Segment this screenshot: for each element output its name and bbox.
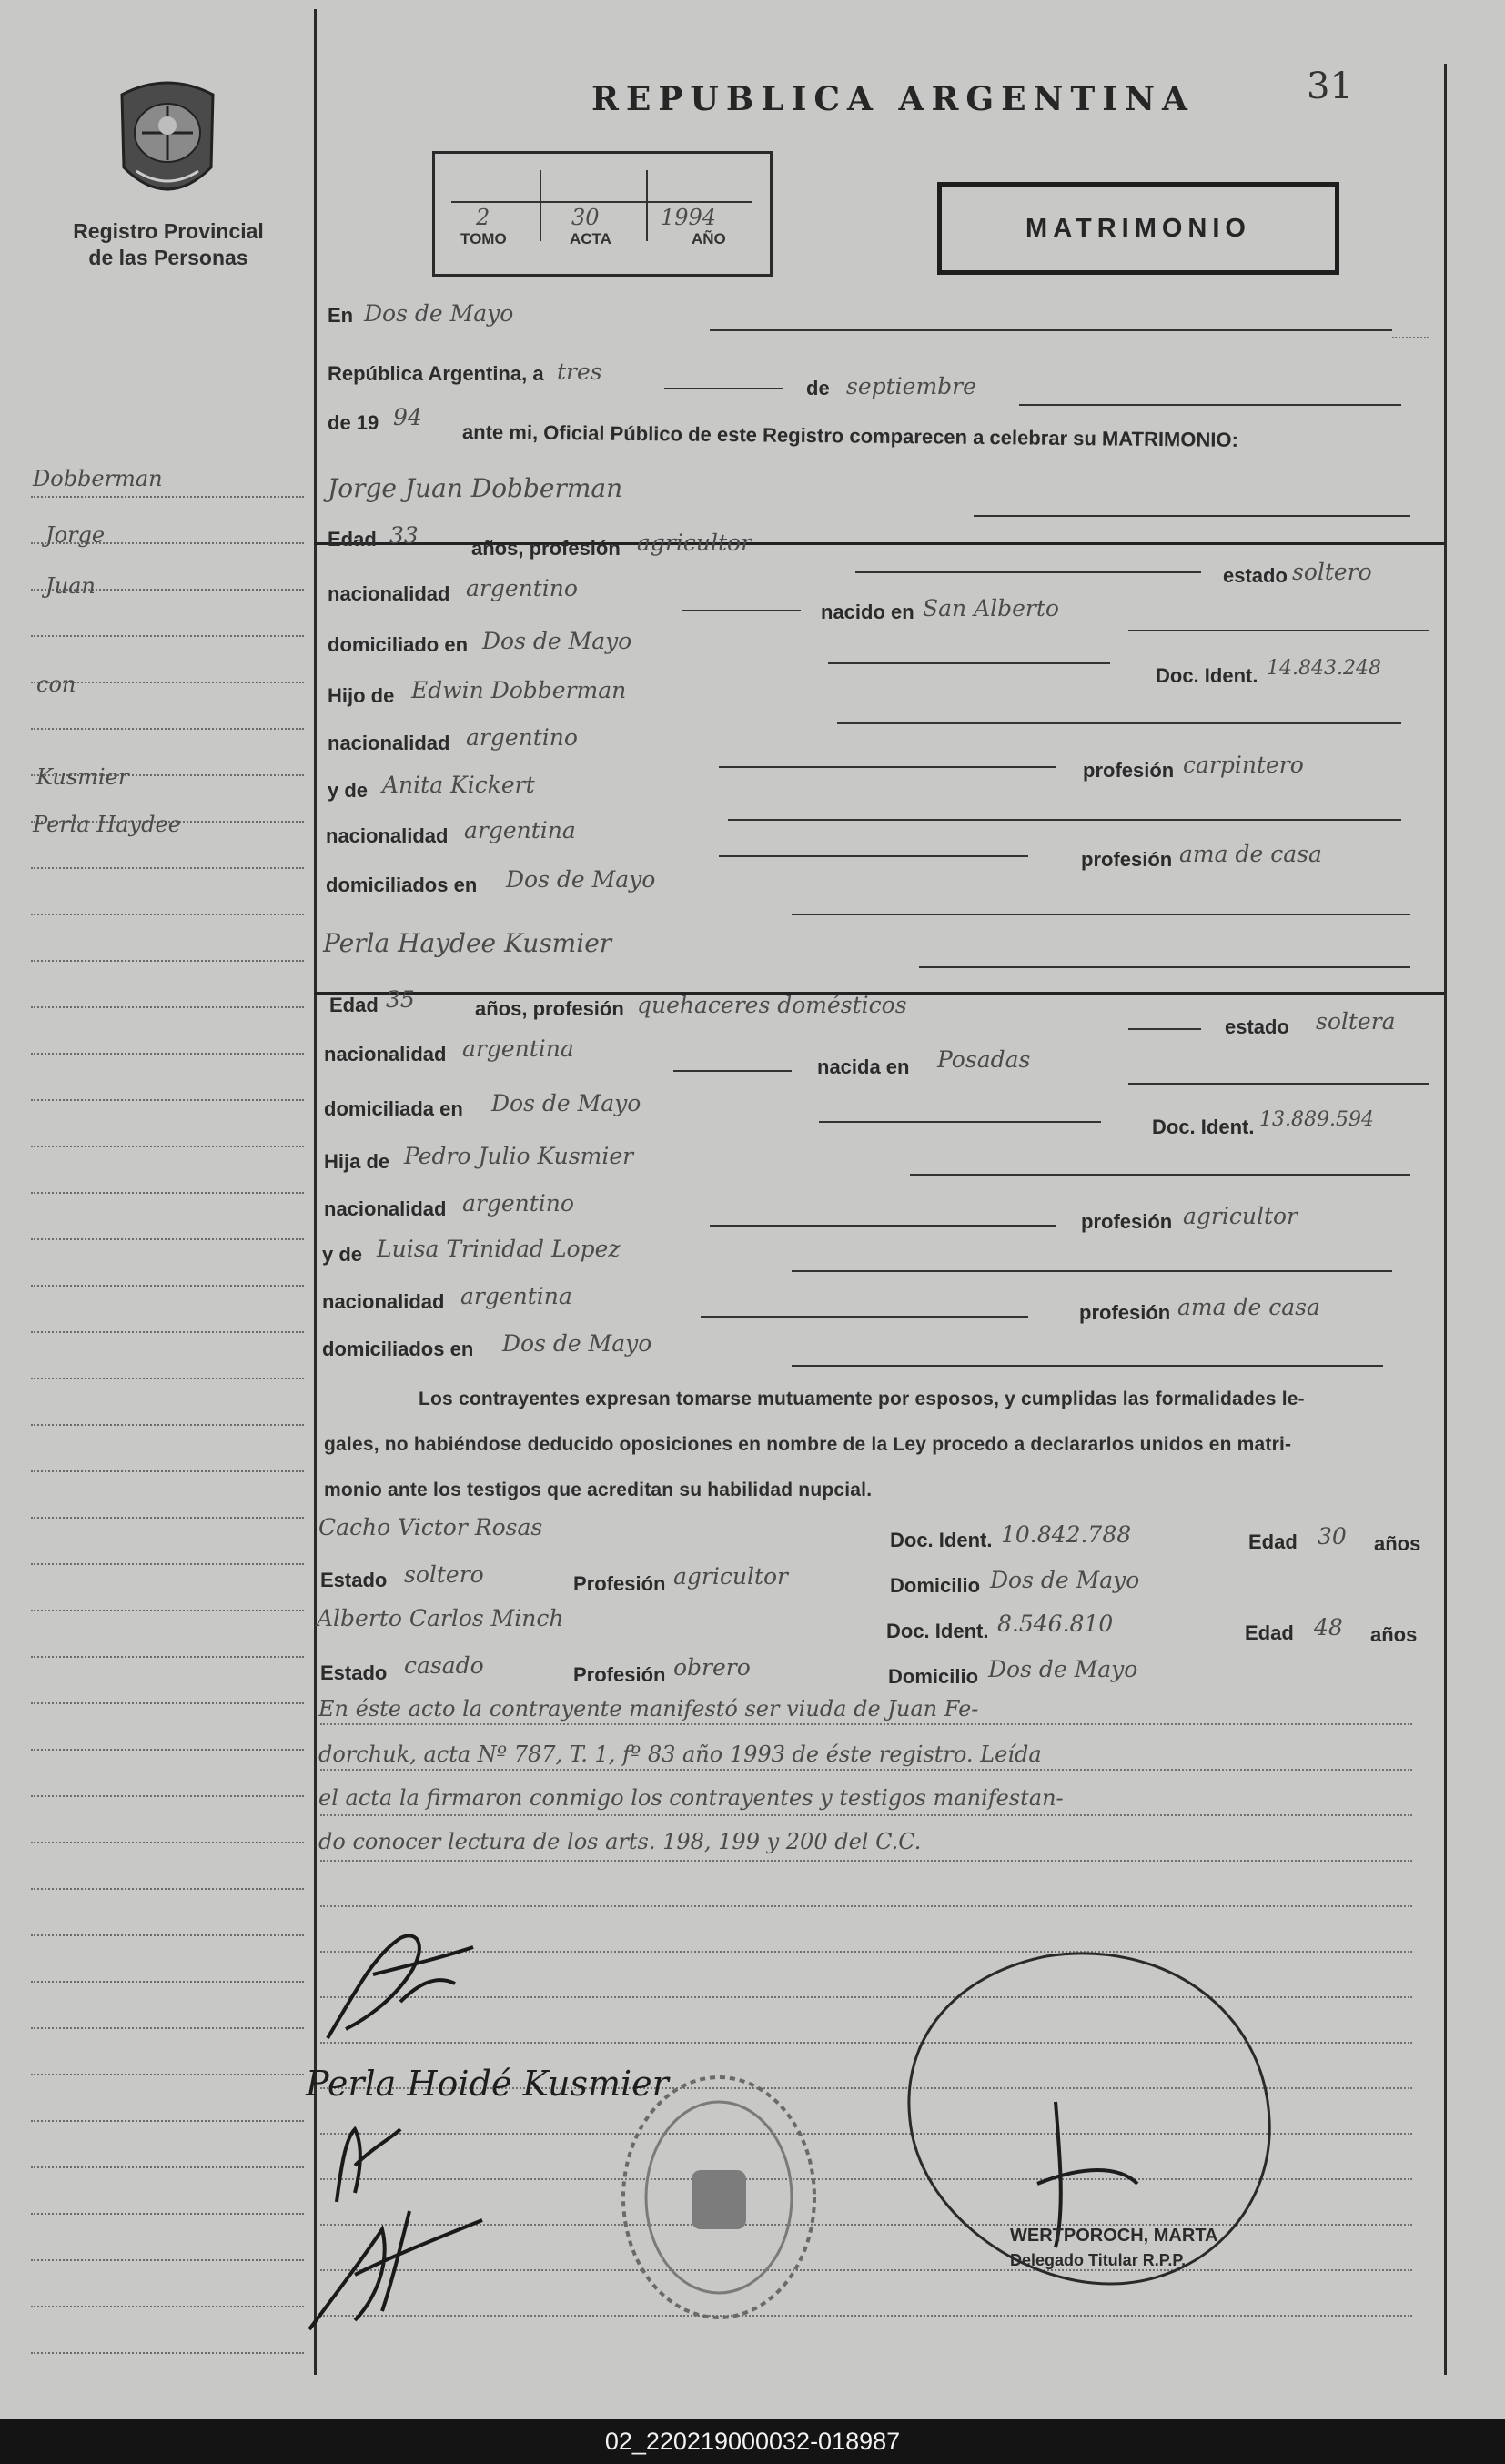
margin-rule [31,496,304,498]
groom-estado-label: estado [1223,564,1288,587]
groom-mother-nac-label: nacionalidad [326,824,449,847]
groom-mother-nac-value: argentina [464,817,576,843]
groom-nacionalidad-label: nacionalidad [328,582,450,605]
margin-rule [31,1470,304,1472]
margin-rule [31,1238,304,1240]
margin-note-bride-surname: Kusmier [36,764,129,790]
registry-name [55,218,282,271]
republica-label: República Argentina, a [328,362,544,385]
margin-rule [31,1981,304,1983]
groom-mother-prof-value: ama de casa [1179,841,1322,867]
groom-domicilio-label: domiciliado en [328,633,469,656]
groom-father-prof-label: profesión [1083,759,1175,782]
margin-rule [31,1378,304,1379]
bride-signature: Perla Hoidé Kusmier [306,2064,669,2104]
bride-profesion-label: años, profesión [475,997,624,1020]
official-name: WERTPOROCH, MARTA [1010,2226,1218,2246]
groom-father-nac-label: nacionalidad [328,732,450,754]
bride-nacida-value: Posadas [937,1046,1031,1073]
registry-name-line-1: Registro Provincial [73,219,264,243]
en-label: En [328,304,354,327]
declaration-line-2: gales, no habiéndose deducido oposiciones en nombre de la Ley procedo a declararlos unidos en matri- [324,1434,1292,1455]
note-line-4: do conocer lectura de los arts. 198, 199 y 200 del C.C. [318,1829,922,1854]
witness-1-doc-value: 10.842.788 [1001,1521,1132,1548]
place-value: Dos de Mayo [364,300,514,327]
document-type-box: MATRIMONIO [937,182,1339,275]
witness-1-prof-label: Profesión [573,1572,666,1595]
groom-hijo-label: Hijo de [328,684,395,707]
bride-estado-value: soltera [1316,1008,1396,1035]
margin-rule [31,2074,304,2075]
groom-yde-label: y de [328,779,369,802]
margin-rule [31,1146,304,1147]
margin-rule [31,960,304,962]
witness-2-edad-value: 48 [1314,1614,1343,1641]
bride-mother-prof-value: ama de casa [1177,1294,1320,1320]
bride-yde-label: y de [322,1243,363,1266]
notes-rule [320,1769,1412,1771]
notes-rule [320,1860,1412,1862]
groom-nacionalidad-value: argentino [466,575,578,601]
margin-rule [31,1656,304,1658]
groom-domicilio-value: Dos de Mayo [482,628,632,654]
groom-parents-dom-value: Dos de Mayo [506,866,656,893]
groom-doc-value: 14.843.248 [1267,657,1381,680]
bride-doc-value: 13.889.594 [1259,1108,1374,1131]
witness-1-estado-label: Estado [320,1569,388,1591]
margin-rule [31,1192,304,1194]
margin-rule [31,1517,304,1519]
official-signature [901,1938,1283,2302]
margin-rule [31,2027,304,2029]
bride-parents-dom-value: Dos de Mayo [502,1330,652,1357]
witness-2-estado-label: Estado [320,1661,388,1684]
groom-profesion-label: años, profesión [471,537,621,560]
witness-1-anios-label: años [1374,1532,1421,1555]
groom-name: Jorge Juan Dobberman [328,473,623,503]
declaration-line-3: monio ante los testigos que acreditan su habilidad nupcial. [324,1479,873,1500]
witness-1-name: Cacho Victor Rosas [318,1514,543,1540]
witness-2-dom-value: Dos de Mayo [988,1656,1138,1682]
notes-rule [320,1905,1412,1907]
provincial-registry-emblem [109,75,226,211]
scan-filename: 02_220219000032-018987 [604,2428,901,2455]
margin-rule [31,1749,304,1751]
witness-1-dom-label: Domicilio [890,1574,981,1597]
bride-mother-nac-label: nacionalidad [322,1290,445,1313]
note-line-1: En éste acto la contrayente manifestó ser viuda de Juan Fe- [318,1696,979,1722]
month-value: septiembre [846,373,976,399]
bride-hija-label: Hija de [324,1150,390,1173]
right-border-line [1444,64,1447,2375]
bride-father-nac-value: argentino [462,1190,574,1217]
witness-1-edad-label: Edad [1248,1530,1298,1553]
groom-father-nac-value: argentino [466,724,578,751]
witness-1-edad-value: 30 [1318,1523,1347,1550]
margin-rule [31,1331,304,1333]
bride-profesion-value: quehaceres domésticos [637,992,907,1018]
bride-nacida-label: nacida en [817,1055,910,1078]
margin-rule [31,728,304,730]
margin-rule [31,2259,304,2261]
groom-estado-value: soltero [1292,559,1372,585]
bride-mother-name: Luisa Trinidad Lopez [377,1236,621,1262]
acta-reference-box [432,151,773,277]
bride-nacionalidad-label: nacionalidad [324,1043,447,1065]
margin-rule [31,1285,304,1287]
groom-signature [309,1920,491,2056]
bride-mother-prof-label: profesión [1079,1301,1171,1324]
witness-2-doc-value: 8.546.810 [997,1611,1114,1637]
groom-edad-label: Edad [328,528,377,550]
margin-note-con: con [36,672,76,697]
tomo-value: 2 [476,205,490,230]
margin-rule [31,1934,304,1936]
groom-father-name: Edwin Dobberman [411,677,627,703]
year-value: 94 [393,404,422,430]
margin-rule [31,2352,304,2354]
bride-mother-nac-value: argentina [460,1283,572,1309]
witness-2-dom-label: Domicilio [888,1665,979,1688]
margin-rule [31,867,304,869]
month-de-label: de [806,377,830,399]
notes-rule [320,1814,1412,1816]
witness-1-dom-value: Dos de Mayo [990,1567,1140,1593]
page-number: 31 [1307,66,1353,107]
margin-rule [31,2306,304,2307]
margin-note-name-2: Juan [45,573,96,599]
witness-2-edad-label: Edad [1245,1621,1294,1644]
bride-estado-label: estado [1225,1015,1289,1038]
bride-father-nac-label: nacionalidad [324,1197,447,1220]
witness-2-prof-label: Profesión [573,1663,666,1686]
witness-2-name: Alberto Carlos Minch [317,1605,564,1631]
margin-rule [31,1610,304,1611]
margin-note-bride-name: Perla Haydee [33,812,181,837]
margin-rule [31,1888,304,1890]
margin-rule [31,635,304,637]
margin-rule [31,1424,304,1426]
witness-2-prof-value: obrero [673,1654,751,1681]
anio-value: 1994 [661,205,717,230]
official-title: Delegado Titular R.P.P. [1010,2251,1187,2269]
witness-2-doc-label: Doc. Ident. [886,1620,989,1642]
groom-nacido-label: nacido en [821,601,914,623]
groom-father-prof-value: carpintero [1183,752,1304,778]
witness-1-estado-value: soltero [404,1561,484,1588]
witness-2-estado-value: casado [404,1652,484,1679]
witness-1-doc-label: Doc. Ident. [890,1529,993,1551]
groom-edad-value: 33 [389,522,419,549]
groom-doc-label: Doc. Ident. [1156,664,1258,687]
ante-text: ante mi, Oficial Público de este Registro comparecen a celebrar su MATRIMONIO: [461,420,1239,451]
registry-round-stamp [610,2065,828,2329]
notes-rule [320,1723,1412,1725]
groom-parents-dom-label: domiciliados en [326,874,478,896]
groom-profesion-value: agricultor [637,530,752,556]
groom-nacido-value: San Alberto [923,595,1059,621]
witness-2-signature [300,2193,500,2338]
bride-father-prof-value: agricultor [1183,1203,1298,1229]
margin-rule [31,1842,304,1843]
anio-label: AÑO [692,230,726,247]
witness-1-prof-value: agricultor [673,1563,789,1590]
witness-2-anios-label: años [1370,1623,1418,1646]
bride-name: Perla Haydee Kusmier [323,928,612,958]
bride-father-name: Pedro Julio Kusmier [404,1143,634,1169]
groom-mother-prof-label: profesión [1081,848,1173,871]
note-line-3: el acta la firmaron conmigo los contrayentes y testigos manifestan- [318,1785,1064,1811]
bride-doc-label: Doc. Ident. [1152,1116,1255,1138]
margin-rule [31,1053,304,1055]
day-value: tres [557,358,602,385]
margin-rule [31,2120,304,2122]
declaration-line-1: Los contrayentes expresan tomarse mutuamente por esposos, y cumplidas las formalidades le- [419,1389,1305,1409]
bride-edad-value: 35 [386,986,415,1013]
margin-rule [31,1563,304,1565]
year-prefix-label: de 19 [328,411,379,434]
acta-value: 30 [571,205,600,230]
registry-name-line-2: de las Personas [88,246,248,269]
groom-mother-name: Anita Kickert [382,772,535,798]
margin-rule [31,914,304,915]
bride-domicilio-value: Dos de Mayo [491,1090,641,1116]
bride-domicilio-label: domiciliada en [324,1097,463,1120]
margin-rule [31,1099,304,1101]
margin-rule [31,1702,304,1704]
bride-nacionalidad-value: argentina [462,1035,574,1062]
margin-note-name-1: Jorge [45,522,106,548]
bride-father-prof-label: profesión [1081,1210,1173,1233]
margin-note-surname: Dobberman [33,466,163,491]
margin-rule [31,2213,304,2215]
margin-rule [31,2166,304,2168]
note-line-2: dorchuk, acta Nº 787, T. 1, fº 83 año 1993 de éste registro. Leída [318,1742,1042,1767]
acta-label: ACTA [570,230,611,247]
bride-parents-dom-label: domiciliados en [322,1338,474,1360]
tomo-label: TOMO [460,230,507,247]
margin-rule [31,1006,304,1008]
bride-edad-label: Edad [329,994,379,1016]
document-title: REPUBLICA ARGENTINA [591,80,1195,118]
margin-rule [31,1795,304,1797]
